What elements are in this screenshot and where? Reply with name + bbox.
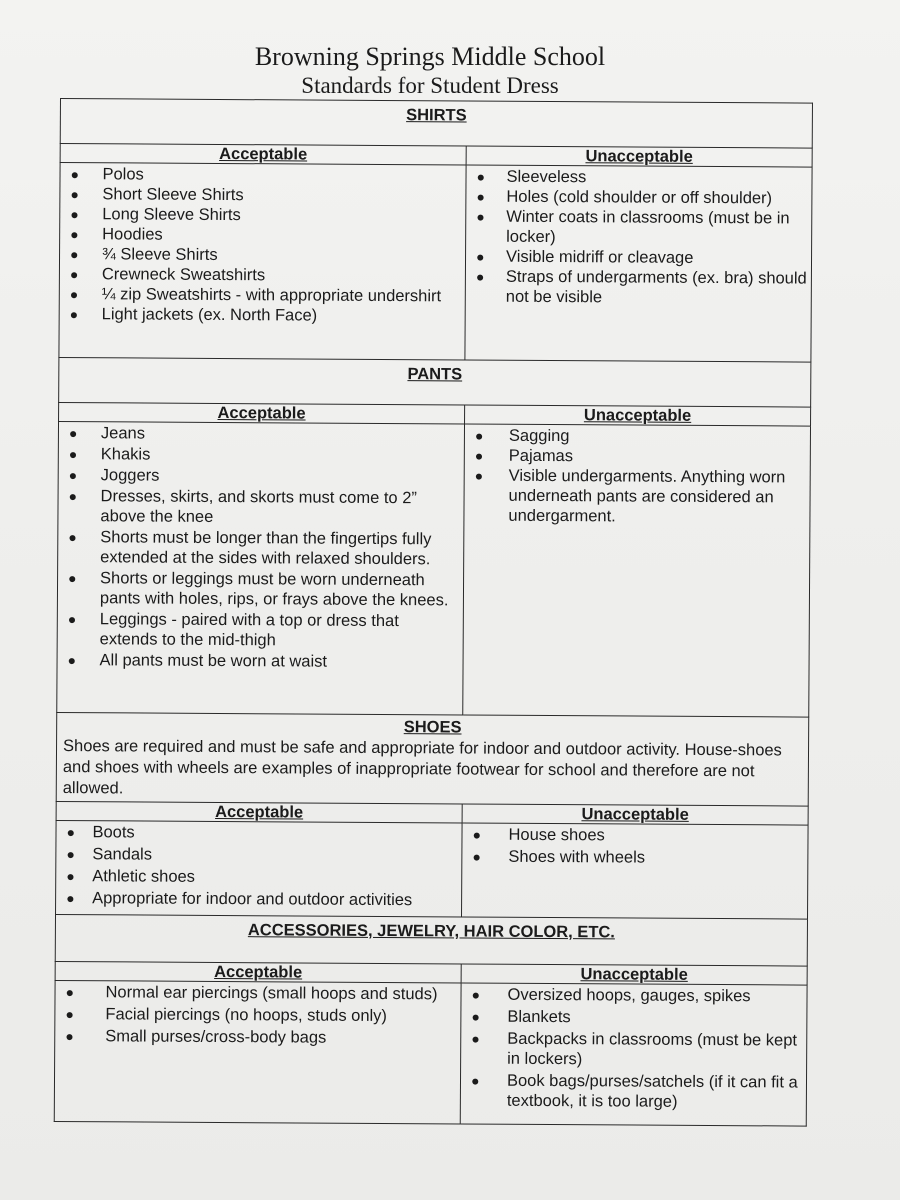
shirts-body (59, 163, 812, 363)
list-item (61, 982, 456, 1004)
bullet-icon: ● (68, 446, 78, 463)
section-header-pants (59, 357, 811, 407)
section-header-shirts (60, 99, 812, 149)
list-item-text: Boots (92, 823, 135, 842)
document-header (200, 42, 660, 100)
bullet-icon: ● (475, 268, 485, 285)
list-item (467, 1029, 802, 1071)
list-item-text: Small purses/cross-body bags (105, 1027, 327, 1047)
list-item-text: Sleeveless (506, 167, 587, 187)
bullet-icon: ● (69, 286, 79, 303)
list-item (65, 423, 460, 445)
shirts-acceptable-list (60, 163, 466, 330)
bullet-icon: ● (471, 986, 481, 1003)
list-item-text: Joggers (100, 466, 160, 485)
list-item (64, 609, 459, 651)
list-item-text: Shorts must be longer than the fingertips fully extended at the sides with relaxed shoulders. (100, 528, 432, 569)
accessories-unacceptable-list (461, 983, 807, 1118)
list-item (64, 650, 459, 672)
bullet-icon: ● (69, 246, 79, 263)
list-item (62, 844, 457, 866)
list-item-text: ¾ Sleeve Shirts (101, 245, 218, 264)
shoes-title: SHOES (403, 718, 462, 737)
list-item-text: Shorts or leggings must be worn underneath pants with holes, rips, or frays above the knees. (99, 569, 449, 610)
shoes-body (56, 820, 809, 919)
list-item-text: ¼ zip Sweatshirts - with appropriate undershirt (101, 285, 442, 306)
list-item (471, 426, 806, 448)
accessories-acceptable-cell (54, 980, 461, 1123)
list-item-text: Leggings - paired with a top or dress that extends to the mid-thigh (99, 610, 399, 650)
list-item-text: Sagging (508, 426, 570, 446)
section-header-accessories (55, 914, 807, 966)
list-item (472, 207, 807, 249)
list-item (66, 184, 461, 206)
list-item-text: Straps of undergarments (ex. bra) should not be visible (505, 267, 807, 307)
list-item (468, 825, 803, 847)
bullet-icon: ● (474, 467, 484, 484)
accessories-acceptable-header: Acceptable (55, 961, 461, 982)
list-item-text: Shoes with wheels (508, 847, 646, 867)
list-item-text: Dresses, skirts, and skorts must come to 2” above the knee (100, 487, 417, 526)
bullet-icon: ● (476, 168, 486, 185)
list-item-text: Blankets (507, 1007, 571, 1027)
bullet-icon: ● (70, 166, 80, 183)
list-item (66, 164, 461, 186)
bullet-icon: ● (470, 1072, 480, 1089)
list-item (61, 1004, 456, 1026)
bullet-icon: ● (471, 1030, 480, 1047)
list-item (472, 267, 807, 309)
bullet-icon: ● (68, 529, 77, 546)
shoes-unacceptable-cell (462, 823, 809, 919)
list-item-text: Backpacks in classrooms (must be kept in lockers) (507, 1029, 798, 1069)
list-item (66, 284, 461, 306)
list-item (468, 847, 803, 869)
list-item (65, 465, 460, 487)
accessories-acceptable-list (55, 981, 460, 1054)
school-name: Browning Springs Middle School (254, 42, 606, 71)
list-item (467, 1071, 802, 1113)
list-item (467, 985, 802, 1007)
bullet-icon: ● (68, 570, 77, 587)
bullet-icon: ● (65, 1028, 74, 1045)
bullet-icon: ● (476, 208, 485, 225)
bullet-icon: ● (66, 824, 76, 841)
list-item-text: Khakis (100, 445, 151, 464)
list-item (467, 1007, 802, 1029)
accessories-title: ACCESSORIES, JEWELRY, HAIR COLOR, ETC. (55, 914, 807, 966)
pants-acceptable-header: Acceptable (59, 402, 465, 423)
pants-unacceptable-header: Unacceptable (465, 405, 811, 426)
list-item (472, 167, 807, 189)
list-item-text: Holes (cold shoulder or off shoulder) (506, 187, 773, 208)
list-item (64, 568, 459, 610)
accessories-unacceptable-cell (460, 983, 807, 1126)
list-item (64, 486, 459, 528)
document-title: Standards for Student Dress (301, 73, 559, 98)
list-item-text: Appropriate for indoor and outdoor activities (92, 889, 413, 910)
pants-unacceptable-list (464, 424, 810, 531)
list-item (62, 822, 457, 844)
shoes-acceptable-header: Acceptable (56, 801, 462, 822)
shoes-acceptable-cell (56, 820, 463, 916)
shirts-acceptable-header: Acceptable (60, 144, 466, 165)
list-item (62, 888, 457, 910)
list-item-text: Long Sleeve Shirts (102, 205, 241, 225)
bullet-icon: ● (474, 447, 484, 464)
list-item (66, 244, 461, 266)
bullet-icon: ● (66, 868, 75, 885)
list-item-text: Sandals (92, 845, 153, 864)
bullet-icon: ● (68, 425, 78, 442)
list-item-text: Pajamas (508, 446, 574, 466)
shirts-unacceptable-list (466, 165, 812, 312)
bullet-icon: ● (472, 848, 481, 865)
bullet-icon: ● (65, 984, 75, 1001)
bullet-icon: ● (475, 248, 485, 265)
list-item-text: Visible midriff or cleavage (505, 247, 694, 267)
list-item-text: Light jackets (ex. North Face) (101, 305, 318, 325)
list-item (472, 187, 807, 209)
list-item-text: Jeans (100, 424, 146, 443)
list-item (66, 204, 461, 226)
list-item-text: Athletic shoes (92, 867, 196, 886)
bullet-icon: ● (67, 611, 77, 628)
accessories-body (54, 980, 807, 1126)
bullet-icon: ● (66, 846, 75, 863)
pants-title: PANTS (59, 357, 811, 407)
bullet-icon: ● (66, 890, 75, 907)
list-item (66, 224, 461, 246)
shirts-unacceptable-cell (465, 165, 812, 362)
dress-code-table (54, 98, 813, 1127)
dress-code-table-wrapper (54, 98, 812, 1127)
bullet-icon: ● (67, 652, 77, 669)
bullet-icon: ● (70, 186, 79, 203)
list-item-text: Normal ear piercings (small hoops and studs) (105, 983, 438, 1004)
bullet-icon: ● (471, 1008, 480, 1025)
list-item (66, 304, 461, 326)
pants-acceptable-list (57, 422, 464, 677)
shoes-intro-cell (56, 712, 809, 806)
list-item (472, 247, 807, 269)
section-header-shoes (56, 712, 809, 806)
shirts-acceptable-cell (59, 163, 466, 360)
shoes-unacceptable-list (462, 823, 807, 874)
shoes-intro-text: Shoes are required and must be safe and appropriate for indoor and outdoor activity. House-shoes and shoes with wheels are examples of inappropriate footwear for school and therefore are not allowed. (62, 737, 782, 798)
bullet-icon: ● (476, 188, 485, 205)
list-item (66, 264, 461, 286)
list-item (64, 527, 459, 569)
list-item-text: Facial piercings (no hoops, studs only) (105, 1005, 388, 1026)
list-item-text: Winter coats in classrooms (must be in locker) (506, 207, 790, 247)
list-item (65, 444, 460, 466)
list-item-text: Oversized hoops, gauges, spikes (507, 985, 751, 1006)
pants-unacceptable-cell (463, 424, 811, 717)
list-item-text: All pants must be worn at waist (99, 651, 328, 671)
list-item-text: Book bags/purses/satchels (if it can fit a textbook, it is too large) (506, 1071, 798, 1111)
shoes-acceptable-list (56, 821, 462, 916)
bullet-icon: ● (472, 826, 482, 843)
list-item-text: Polos (102, 165, 144, 184)
shirts-unacceptable-header: Unacceptable (466, 146, 812, 167)
accessories-unacceptable-header: Unacceptable (461, 964, 807, 985)
list-item (471, 446, 806, 468)
shoes-unacceptable-header: Unacceptable (462, 804, 808, 825)
bullet-icon: ● (69, 306, 79, 323)
list-item-text: Crewneck Sweatshirts (101, 265, 266, 285)
list-item-text: Short Sleeve Shirts (102, 185, 244, 205)
shirts-title: SHIRTS (60, 99, 812, 149)
pants-body (57, 421, 811, 717)
bullet-icon: ● (65, 1006, 74, 1023)
list-item-text: Hoodies (102, 225, 163, 244)
bullet-icon: ● (70, 226, 79, 243)
list-item (470, 466, 805, 528)
list-item (62, 866, 457, 888)
bullet-icon: ● (69, 266, 79, 283)
bullet-icon: ● (68, 488, 78, 505)
list-item-text: Visible undergarments. Anything worn underneath pants are considered an undergarment. (508, 466, 786, 526)
pants-acceptable-cell (57, 421, 465, 714)
bullet-icon: ● (70, 206, 79, 223)
list-item-text: House shoes (508, 825, 605, 845)
bullet-icon: ● (474, 427, 484, 444)
list-item (61, 1026, 456, 1048)
bullet-icon: ● (68, 467, 78, 484)
